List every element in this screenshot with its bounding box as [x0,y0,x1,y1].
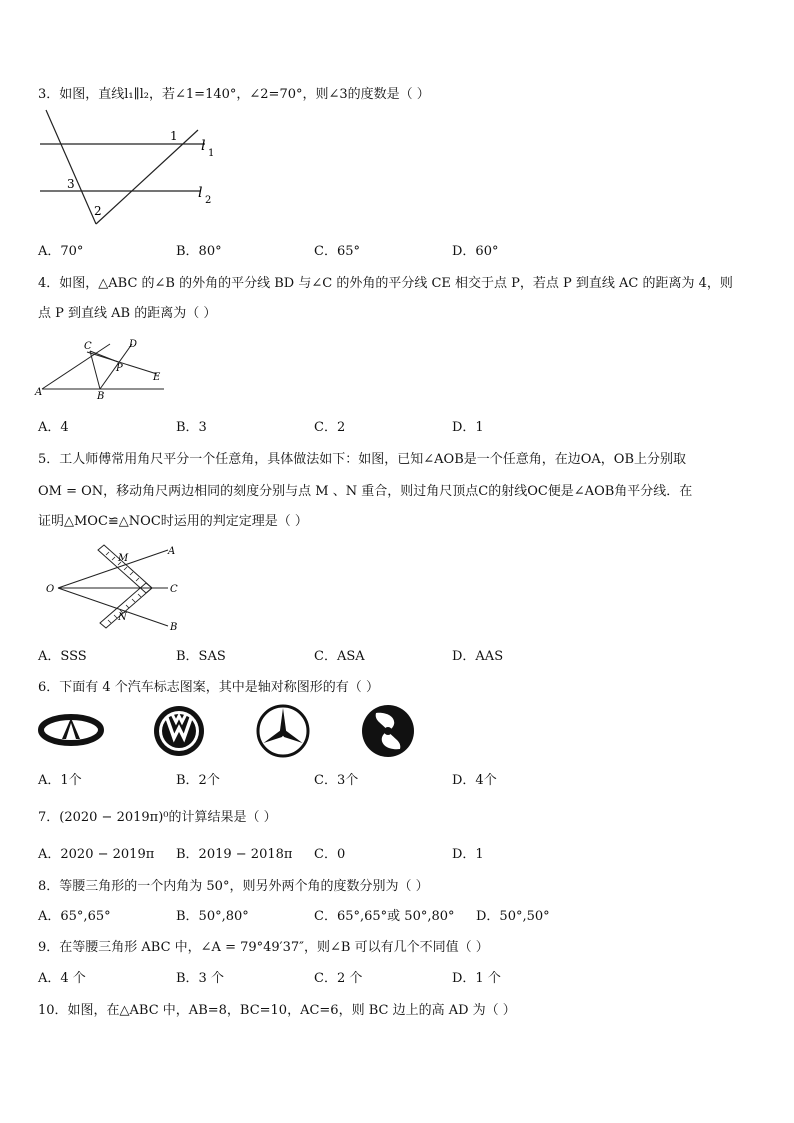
q3-option-c[interactable]: C．65° [314,244,360,259]
q3-label-l2-sub: 2 [205,195,212,206]
q3-option-b[interactable]: B．80° [176,244,222,259]
q5-options [38,645,758,663]
question-10-text: 10．如图，在△ABC 中，AB=8，BC=10，AC=6，则 BC 边上的高 AD 为（ ） [38,1003,516,1018]
q3-label-angle2: 2 [94,204,102,218]
q4-option-d[interactable]: D．1 [452,420,484,435]
question-7-text: 7．(2020 − 2019π)⁰的计算结果是（ ） [38,810,277,825]
question-6-text: 6．下面有 4 个汽车标志图案，其中是轴对称图形的有（ ） [38,680,379,695]
q5-label-C: C [170,584,178,595]
question-4-text-line2: 点 P 到直线 AB 的距离为（ ） [38,306,217,321]
q5-option-d[interactable]: D．AAS [452,649,504,664]
infiniti-logo [36,709,106,751]
q3-label-angle3: 3 [67,177,75,191]
q6-option-b[interactable]: B．2个 [176,773,220,788]
q9-options [38,967,758,985]
q7-option-a[interactable]: A．2020 − 2019π [38,847,155,862]
q9-option-b[interactable]: B．3 个 [176,971,224,986]
q3-label-l1: l [201,138,206,154]
q5-option-b[interactable]: B．SAS [176,649,226,664]
q4-options [38,416,758,434]
q5-angle-bisector-figure [40,538,190,636]
q9-option-c[interactable]: C．2 个 [314,971,363,986]
mercedes-logo [255,703,311,759]
volkswagen-logo [152,704,206,758]
q6-options [38,769,758,787]
question-5-text-line2: OM = ON，移动角尺两边相同的刻度分别与点 M 、N 重合，则过角尺顶点C的射线OC便是∠AOB角平分线．在 [38,484,693,499]
q3-options [38,240,758,258]
q6-option-a[interactable]: A．1个 [38,773,82,788]
q4-label-P: P [116,363,123,374]
q5-label-M: M [118,553,129,564]
q4-triangle-figure [32,336,172,402]
q3-label-l2: l [198,185,203,201]
q4-option-b[interactable]: B．3 [176,420,207,435]
q7-options [38,843,758,861]
q5-label-B: B [170,622,178,633]
q8-option-a[interactable]: A．65°,65° [38,909,111,924]
q3-parallel-lines-figure [30,106,230,231]
q3-option-d[interactable]: D．60° [452,244,499,259]
q8-option-c[interactable]: C．65°,65°或 50°,80° [314,909,455,924]
q4-option-a[interactable]: A．4 [38,420,69,435]
q7-option-b[interactable]: B．2019 − 2018π [176,847,293,862]
q4-label-E: E [153,372,161,383]
question-3-text: 3．如图，直线l₁∥l₂，若∠1=140°，∠2=70°，则∠3的度数是（ ） [38,87,430,102]
q5-option-a[interactable]: A．SSS [38,649,87,664]
question-4-text-line1: 4．如图，△ABC 的∠B 的外角的平分线 BD 与∠C 的外角的平分线 CE 相交于点 P，若点 P 到直线 AC 的距离为 4，则 [38,276,733,291]
question-5-text-line1: 5．工人师傅常用角尺平分一个任意角，具体做法如下：如图，已知∠AOB是一个任意角，在边OA，OB上分别取 [38,452,687,467]
dongfeng-logo [360,703,416,759]
q5-label-A: A [168,546,176,557]
q6-option-c[interactable]: C．3个 [314,773,359,788]
q3-label-angle1: 1 [170,129,178,143]
q4-option-c[interactable]: C．2 [314,420,346,435]
q6-option-d[interactable]: D．4个 [452,773,497,788]
q4-label-C: C [84,341,92,352]
q4-label-D: D [129,339,138,350]
q3-option-a[interactable]: A．70° [38,244,84,259]
question-9-text: 9．在等腰三角形 ABC 中，∠A = 79°49′37″，则∠B 可以有几个不同值（ ） [38,940,489,955]
q3-label-l1-sub: 1 [208,148,215,159]
q5-option-c[interactable]: C．ASA [314,649,365,664]
q9-option-d[interactable]: D．1 个 [452,971,501,986]
q8-options [38,905,758,923]
q3-transversal-left [46,110,96,224]
q5-label-O: O [46,584,55,595]
q9-option-a[interactable]: A．4 个 [38,971,86,986]
q7-option-d[interactable]: D．1 [452,847,484,862]
q5-label-N: N [118,612,127,623]
q4-label-A: A [35,387,43,398]
q7-option-c[interactable]: C．0 [314,847,346,862]
q8-option-d[interactable]: D．50°,50° [476,909,550,924]
question-8-text: 8．等腰三角形的一个内角为 50°，则另外两个角的度数分别为（ ） [38,879,429,894]
q8-option-b[interactable]: B．50°,80° [176,909,249,924]
question-5-text-line3: 证明△MOC≌△NOC时运用的判定定理是（ ） [38,514,308,529]
q4-label-B: B [97,391,105,402]
